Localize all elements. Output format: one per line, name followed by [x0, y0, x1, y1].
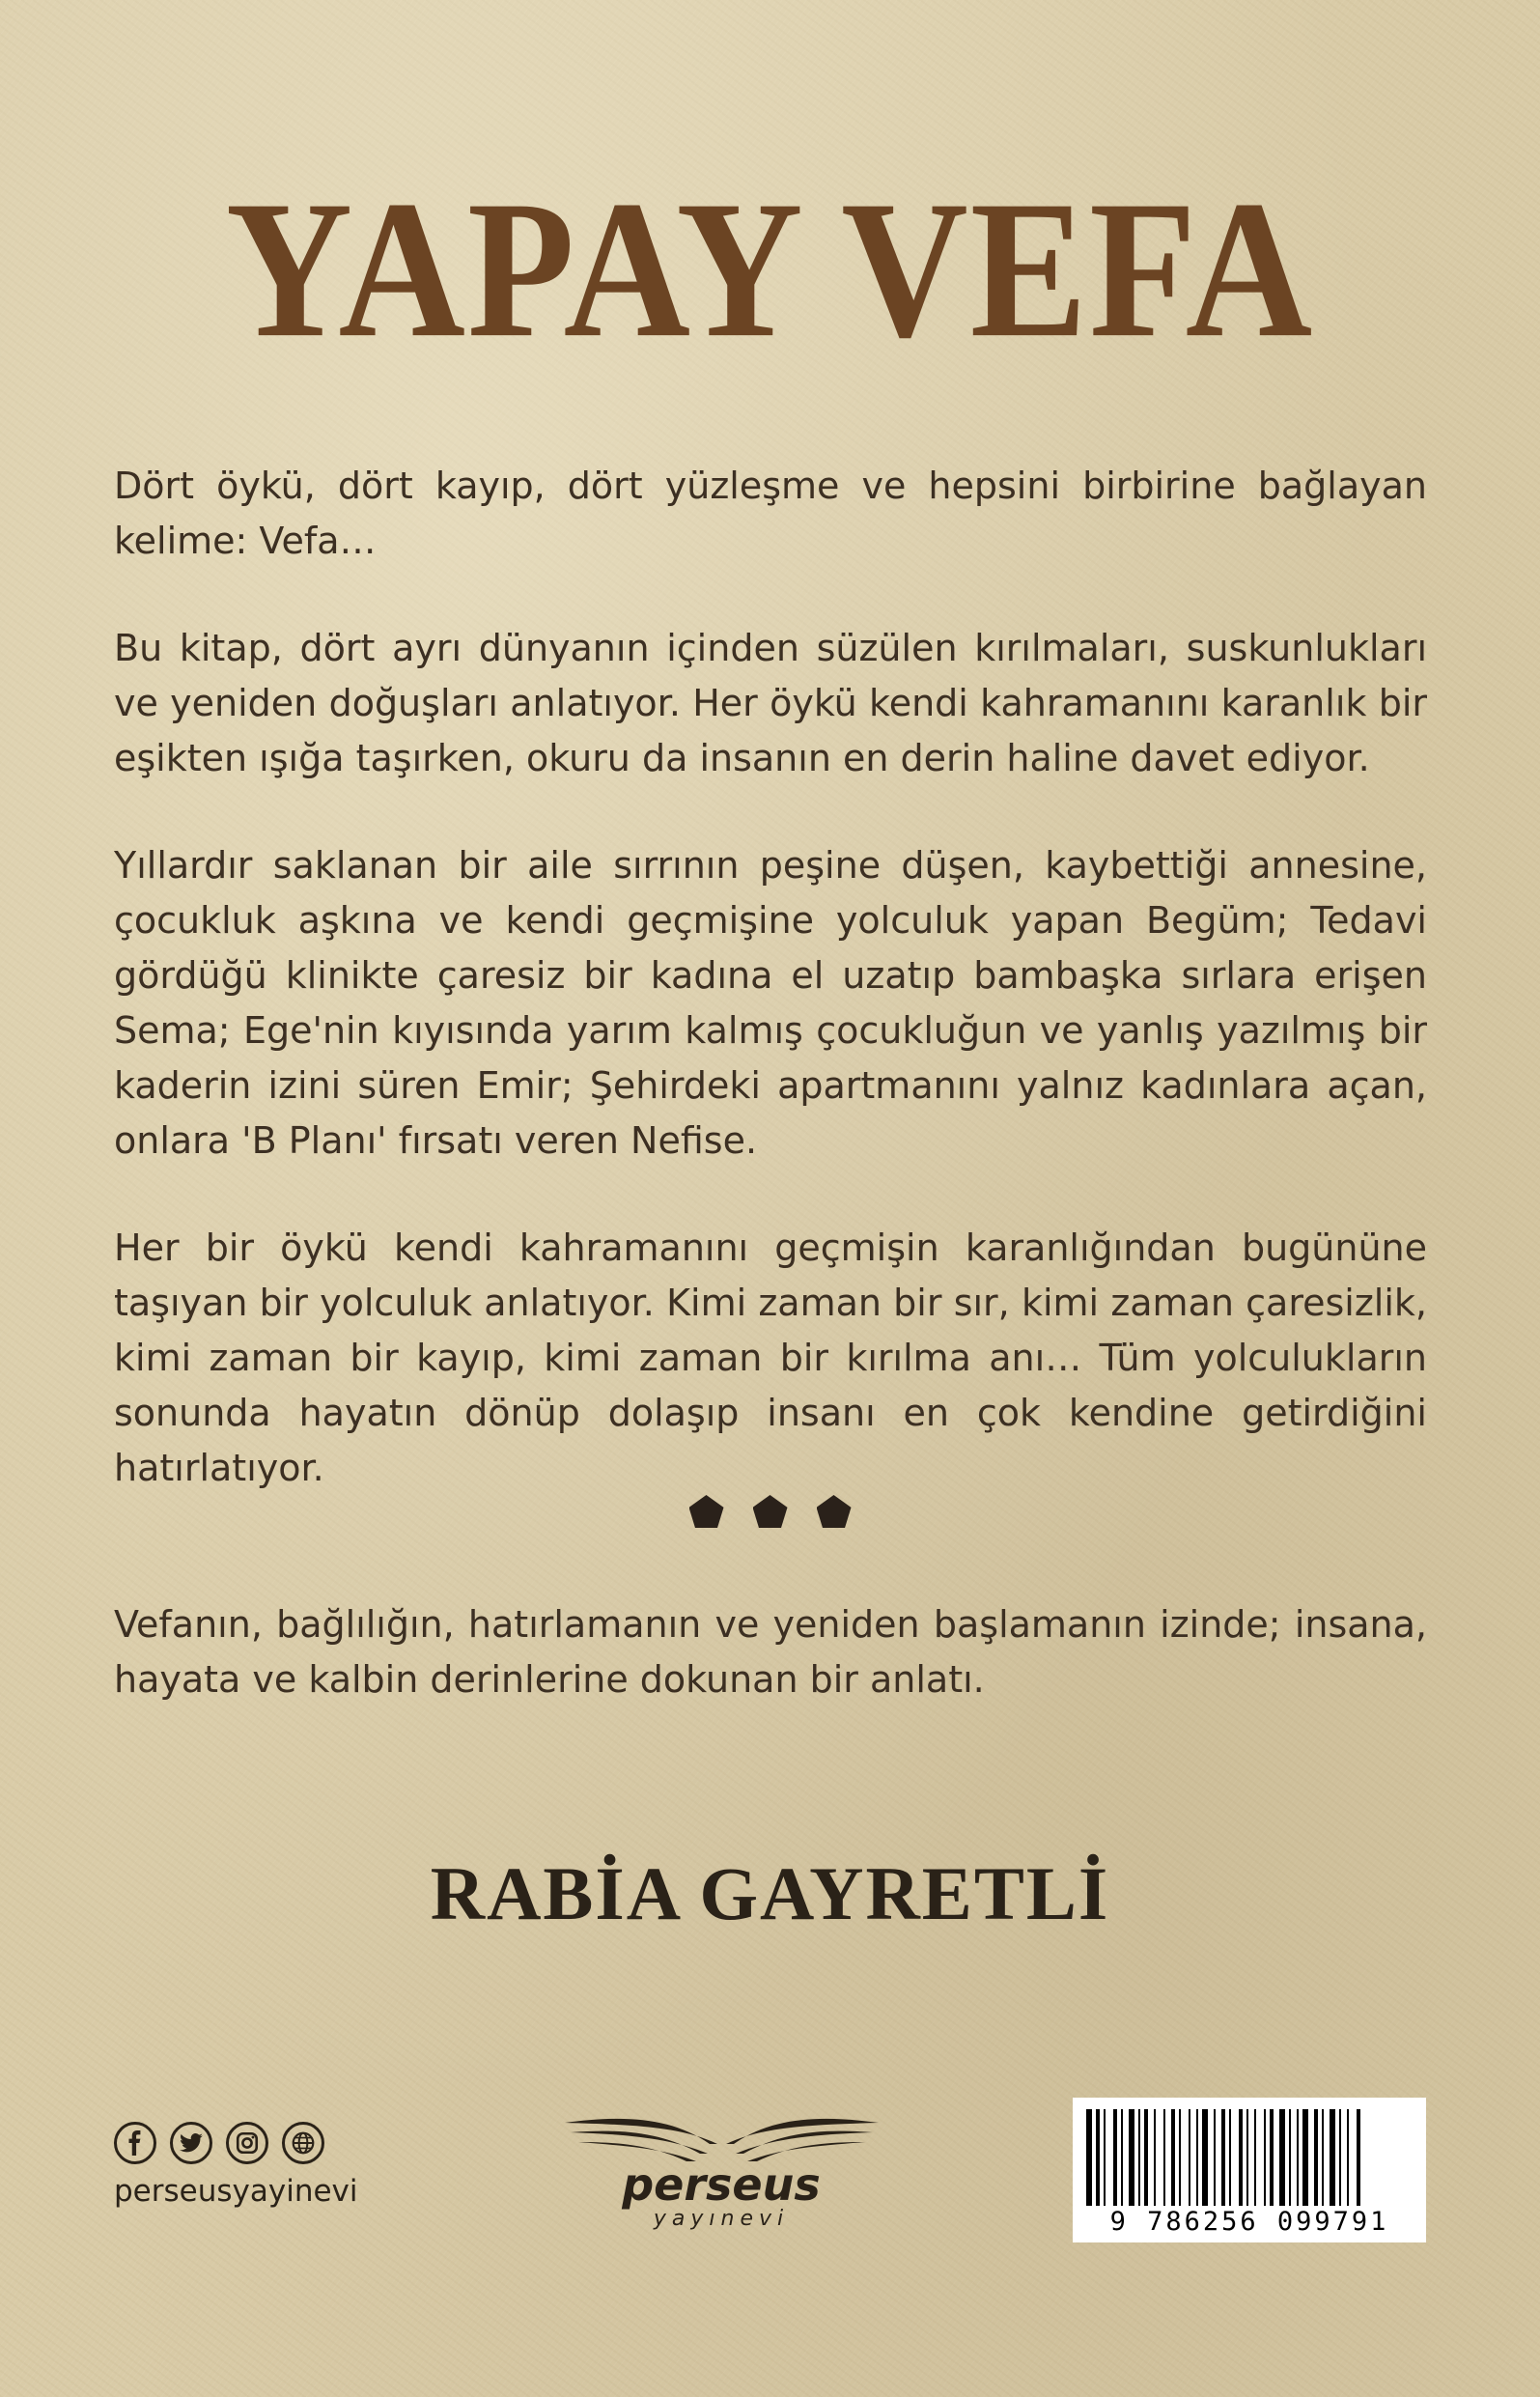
pentagon-ornament-icon [817, 1495, 852, 1528]
barcode-bar [1322, 2109, 1324, 2206]
pentagon-ornament-icon [753, 1495, 788, 1528]
barcode-bar [1086, 2109, 1092, 2206]
barcode-bar [1179, 2109, 1181, 2206]
web-icon[interactable] [282, 2122, 324, 2164]
barcode-bar [1196, 2109, 1198, 2206]
barcode-bar [1264, 2109, 1266, 2206]
blurb-paragraph-1: Dört öykü, dört kayıp, dört yüzleşme ve hepsini birbirine bağlayan kelime: Vefa… [114, 465, 1427, 562]
twitter-icon[interactable] [170, 2122, 212, 2164]
author-name: RABİA GAYRETLİ [430, 1851, 1110, 1935]
facebook-icon[interactable] [114, 2122, 156, 2164]
barcode-bar [1314, 2109, 1318, 2206]
blurb-paragraph-2: Bu kitap, dört ayrı dünyanın içinden süzülen kırılmaları, suskunlukları ve yeniden doğuşları anlatıyor. Her öykü kendi kahramanını karanlık bir eşikten ışığa taşırken, okuru da insanın en derin haline davet ediyor. [114, 627, 1427, 779]
barcode-bar [1330, 2109, 1335, 2206]
book-title: YAPAY VEFA [225, 160, 1315, 379]
barcode-bar [1113, 2109, 1117, 2206]
barcode-bar [1202, 2109, 1208, 2206]
isbn-number: 9 786256 099791 [1109, 2207, 1389, 2237]
barcode-bar [1129, 2109, 1134, 2206]
blurb [114, 459, 1427, 1548]
barcode-bar [1357, 2109, 1360, 2206]
ornament-divider [0, 1495, 1540, 1528]
isbn-barcode [1073, 2098, 1426, 2242]
pentagon-ornament-icon [689, 1495, 724, 1528]
barcode-bar [1154, 2109, 1156, 2206]
publisher-logo [565, 2105, 879, 2231]
barcode-bar [1254, 2109, 1256, 2206]
barcode-bar [1096, 2109, 1100, 2206]
barcode-bar [1239, 2109, 1243, 2206]
barcode-bar [1279, 2109, 1285, 2206]
closing-paragraph: Vefanın, bağlılığın, hatırlamanın ve yeniden başlamanın izinde; insana, hayata ve kalbin derinlerine dokunan bir anlatı. [114, 1603, 1427, 1701]
barcode-bar [1221, 2109, 1225, 2206]
barcode-bar [1339, 2109, 1341, 2206]
barcode-bar [1302, 2109, 1308, 2206]
barcode-bar [1138, 2109, 1140, 2206]
barcode-bar [1246, 2109, 1248, 2206]
social-icons [114, 2122, 358, 2164]
barcode-bar [1229, 2109, 1231, 2206]
social-handle: perseusyayinevi [114, 2174, 358, 2209]
barcode-bar [1144, 2109, 1148, 2206]
barcode-bar [1270, 2109, 1274, 2206]
barcode-bar [1214, 2109, 1216, 2206]
publisher-subtitle: yayınevi [653, 2207, 790, 2231]
publisher-name: perseus [622, 2158, 821, 2211]
barcode-bar [1189, 2109, 1190, 2206]
barcode-bar [1347, 2109, 1349, 2206]
blurb-paragraph-4: Her bir öykü kendi kahramanını geçmişin karanlığından bugününe taşıyan bir yolculuk anlatıyor. Kimi zaman bir sır, kimi zaman çaresizlik, kimi zaman bir kayıp, kimi zaman bir kırılma anı… Tüm yolculukların sonunda hayatın dönüp dolaşıp insanı en çok kendine getirdiğini hatırlatıyor. [114, 1227, 1427, 1489]
barcode-bar [1104, 2109, 1106, 2206]
winged-logo-icon [565, 2105, 879, 2231]
barcode-icon [1086, 2109, 1413, 2206]
barcode-bar [1121, 2109, 1123, 2206]
blurb-paragraph-3: Yıllardır saklanan bir aile sırrının peşine düşen, kaybettiği annesine, çocukluk aşkına ve kendi geçmişine yolculuk yapan Begüm; Tedavi gördüğü klinikte çaresiz bir kadına el uzatıp bambaşka sırlara erişen Sema; Ege'nin kıyısında yarım kalmış çocukluğun ve yanlış yazılmış bir kaderin izini süren Emir; Şehirdeki apartmanını yalnız kadınlara açan, onlara 'B Planı' fırsatı veren Nefise. [114, 844, 1427, 1162]
instagram-icon[interactable] [226, 2122, 268, 2164]
barcode-bar [1289, 2109, 1291, 2206]
barcode-bar [1171, 2109, 1175, 2206]
barcode-bar [1163, 2109, 1165, 2206]
barcode-bar [1297, 2109, 1299, 2206]
social-block [114, 2122, 358, 2209]
